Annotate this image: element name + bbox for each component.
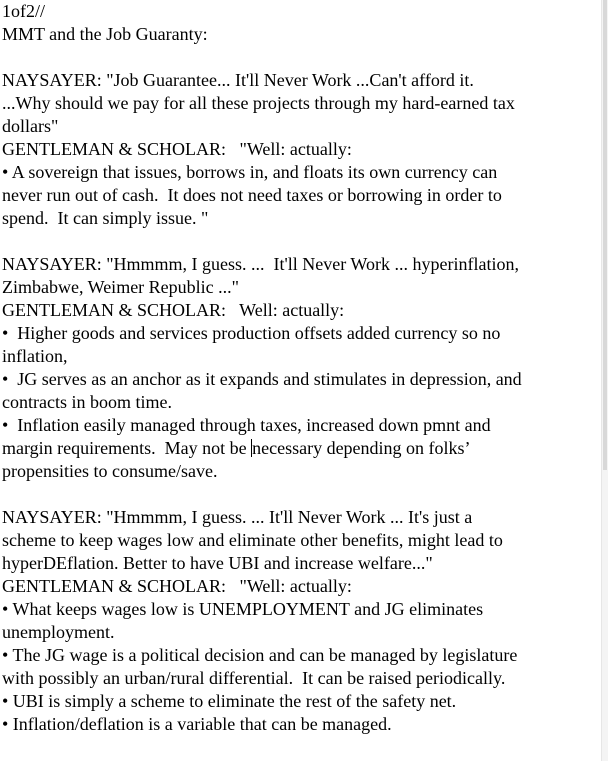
naysayer-1-line-3: dollars"	[2, 116, 59, 136]
response-1-line-3: spend. It can simply issue. "	[2, 208, 209, 228]
response-3-line-3: • The JG wage is a political decision and can be managed by legislature	[2, 645, 518, 665]
response-1-line-2: never run out of cash. It does not need taxes or borrowing in order to	[2, 185, 502, 205]
naysayer-3-line-2: scheme to keep wages low and eliminate other benefits, might lead to	[2, 530, 503, 550]
blank-line	[2, 230, 600, 253]
naysayer-1-line-2: ...Why should we pay for all these projects through my hard-earned tax	[2, 93, 515, 113]
naysayer-2-line-1: NAYSAYER: "Hmmmm, I guess. ... It'll Never Work ... hyperinflation,	[2, 254, 519, 274]
response-3-line-6: • Inflation/deflation is a variable that can be managed.	[2, 714, 392, 734]
response-3-line-1: • What keeps wages low is UNEMPLOYMENT and JG eliminates	[2, 599, 484, 619]
response-2-line-3: • JG serves as an anchor as it expands and stimulates in depression, and	[2, 369, 522, 389]
page-marker: 1of2//	[2, 1, 45, 21]
response-2-line-5: • Inflation easily managed through taxes, increased down pmnt and	[2, 415, 491, 435]
vertical-scrollbar[interactable]	[601, 0, 608, 761]
naysayer-1-line-1: NAYSAYER: "Job Guarantee... It'll Never Work ...Can't afford it.	[2, 70, 474, 90]
document-body[interactable]	[2, 0, 600, 736]
caret-text-before: margin requirements. May not be	[2, 438, 252, 458]
blank-line	[2, 46, 600, 69]
response-2-line-1: • Higher goods and services production offsets added currency so no	[2, 323, 501, 343]
naysayer-3-line-3: hyperDEflation. Better to have UBI and increase welfare..."	[2, 553, 433, 573]
response-2-line-4: contracts in boom time.	[2, 392, 172, 412]
response-2-line-2: inflation,	[2, 346, 68, 366]
response-1-line-1: • A sovereign that issues, borrows in, and floats its own currency can	[2, 162, 498, 182]
response-3-line-4: with possibly an urban/rural differential. It can be raised periodically.	[2, 668, 506, 688]
naysayer-2-line-2: Zimbabwe, Weimer Republic ..."	[2, 277, 240, 297]
response-2-line-6	[2, 437, 600, 460]
response-3-heading: GENTLEMAN & SCHOLAR: "Well: actually:	[2, 576, 352, 596]
blank-line	[2, 483, 600, 506]
response-1-heading: GENTLEMAN & SCHOLAR: "Well: actually:	[2, 139, 352, 159]
response-3-line-2: unemployment.	[2, 622, 115, 642]
response-2-heading: GENTLEMAN & SCHOLAR: Well: actually:	[2, 300, 345, 320]
scrollbar-thumb[interactable]	[603, 0, 607, 470]
response-2-line-7: propensities to consume/save.	[2, 461, 218, 481]
caret-text-after: necessary depending on folks’	[252, 438, 471, 458]
document-title: MMT and the Job Guaranty:	[2, 24, 208, 44]
naysayer-3-line-1: NAYSAYER: "Hmmmm, I guess. ... It'll Never Work ... It's just a	[2, 507, 473, 527]
response-3-line-5: • UBI is simply a scheme to eliminate the rest of the safety net.	[2, 691, 457, 711]
